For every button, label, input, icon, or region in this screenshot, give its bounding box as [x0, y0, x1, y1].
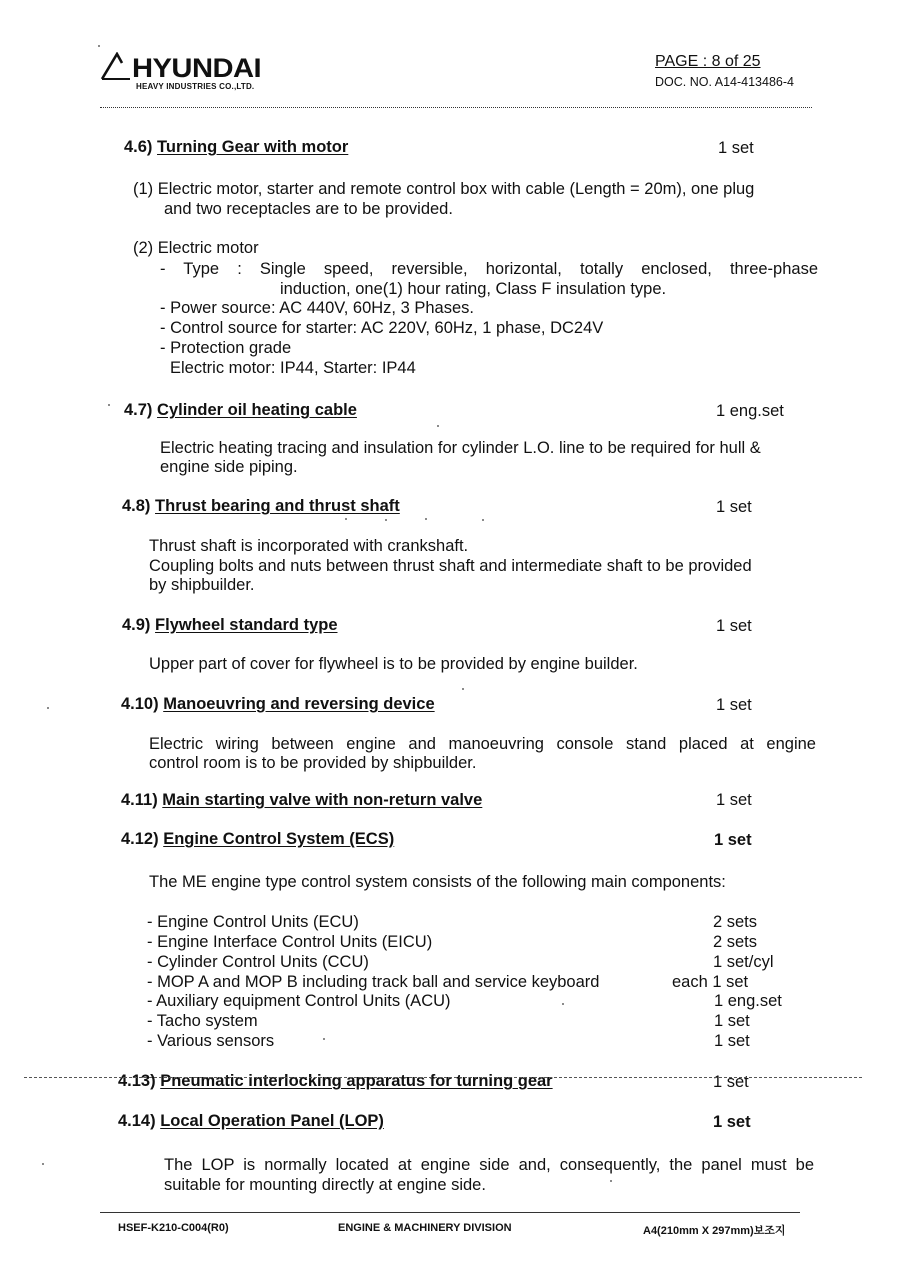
section-heading-4-6	[124, 137, 348, 157]
list-item: - MOP A and MOP B including track ball and service keyboard	[147, 973, 600, 991]
scan-speck	[98, 45, 100, 47]
body-text: (2) Electric motor	[133, 239, 259, 257]
section-qty: 1 set	[716, 498, 752, 516]
body-text: Upper part of cover for flywheel is to be provided by engine builder.	[149, 655, 638, 673]
body-text: induction, one(1) hour rating, Class F insulation type.	[280, 280, 667, 298]
list-item: - Auxiliary equipment Control Units (ACU)	[147, 992, 451, 1010]
section-number: 4.7)	[124, 401, 153, 419]
body-text: and two receptacles are to be provided.	[164, 200, 453, 218]
footer-paper-size: A4(210mm X 297mm)보조지	[643, 1225, 786, 1237]
section-title: Pneumatic interlocking apparatus for turning gear	[160, 1072, 553, 1090]
scan-speck	[42, 1163, 44, 1165]
body-text: control room is to be provided by shipbuilder.	[149, 754, 477, 772]
scan-speck	[482, 519, 484, 521]
scan-speck	[437, 425, 439, 427]
scan-speck	[425, 518, 427, 520]
section-heading-4-13	[118, 1071, 553, 1091]
section-heading-4-9	[122, 615, 338, 635]
section-heading-4-8	[122, 496, 400, 516]
body-text: Electric motor: IP44, Starter: IP44	[170, 359, 416, 377]
body-text: Coupling bolts and nuts between thrust shaft and intermediate shaft to be provided	[149, 557, 752, 575]
section-heading-4-12	[121, 829, 394, 849]
section-title: Local Operation Panel (LOP)	[160, 1112, 384, 1130]
section-number: 4.14)	[118, 1112, 156, 1130]
section-qty: 1 eng.set	[716, 402, 784, 420]
section-qty: 1 set	[716, 617, 752, 635]
footer-form-code: HSEF-K210-C004(R0)	[118, 1222, 229, 1234]
section-number: 4.12)	[121, 830, 159, 848]
list-item-qty: 2 sets	[713, 933, 758, 951]
section-number: 4.13)	[118, 1072, 156, 1090]
body-text: suitable for mounting directly at engine side.	[164, 1176, 486, 1194]
scan-speck	[323, 1038, 325, 1040]
body-text: - Control source for starter: AC 220V, 60Hz, 1 phase, DC24V	[160, 319, 604, 337]
section-number: 4.11)	[121, 791, 158, 809]
section-qty: 1 set	[716, 791, 752, 809]
section-number: 4.10)	[121, 695, 159, 713]
list-item: - Various sensors	[147, 1032, 275, 1050]
list-item: - Tacho system	[147, 1012, 258, 1030]
page-number: PAGE : 8 of 25	[655, 53, 761, 70]
section-heading-4-14	[118, 1111, 384, 1131]
strike-dashed-line	[24, 1077, 862, 1078]
body-text: (1) Electric motor, starter and remote control box with cable (Length = 20m), one plug	[133, 180, 755, 198]
section-number: 4.9)	[122, 616, 151, 634]
list-item: - Engine Interface Control Units (EICU)	[147, 933, 433, 951]
section-title: Cylinder oil heating cable	[157, 401, 357, 419]
body-text: The LOP is normally located at engine side and, consequently, the panel must be	[164, 1156, 814, 1174]
list-item-qty: 1 eng.set	[714, 992, 782, 1010]
body-text: - Power source: AC 440V, 60Hz, 3 Phases.	[160, 299, 474, 317]
scan-speck	[462, 688, 464, 690]
body-text: Thrust shaft is incorporated with crankshaft.	[149, 537, 469, 555]
section-heading-4-11	[121, 790, 482, 810]
section-qty: 1 set	[713, 1113, 751, 1131]
list-item-qty: 1 set	[714, 1012, 750, 1030]
section-qty: 1 set	[718, 139, 754, 157]
section-number: 4.6)	[124, 138, 153, 156]
list-item-qty: 2 sets	[713, 913, 758, 931]
section-heading-4-10	[121, 694, 435, 714]
company-logo-name: HYUNDAI	[132, 53, 262, 83]
section-qty: 1 set	[714, 831, 752, 849]
list-item-qty: 1 set	[714, 1032, 750, 1050]
list-item: - Cylinder Control Units (CCU)	[147, 953, 369, 971]
header-divider	[100, 107, 812, 108]
scan-speck	[108, 404, 110, 406]
body-text: - Type : Single speed, reversible, horizontal, totally enclosed, three-phase	[160, 260, 818, 278]
body-text: Electric heating tracing and insulation for cylinder L.O. line to be required for hull &	[160, 439, 761, 457]
list-item-qty: each 1 set	[672, 973, 749, 991]
section-heading-4-7	[124, 400, 357, 420]
section-title: Engine Control System (ECS)	[163, 830, 395, 848]
list-item: - Engine Control Units (ECU)	[147, 913, 359, 931]
section-title: Main starting valve with non-return valve	[162, 791, 483, 809]
body-text: Electric wiring between engine and manoeuvring console stand placed at engine	[149, 735, 816, 753]
hyundai-logo-triangle-icon	[100, 52, 132, 80]
scan-speck	[610, 1180, 612, 1182]
scan-speck	[345, 518, 347, 520]
body-text: engine side piping.	[160, 458, 298, 476]
footer-divider	[100, 1212, 800, 1213]
section-number: 4.8)	[122, 497, 151, 515]
section-qty: 1 set	[713, 1073, 749, 1091]
scan-speck	[47, 707, 49, 709]
section-qty: 1 set	[716, 696, 752, 714]
footer-division: ENGINE & MACHINERY DIVISION	[338, 1222, 512, 1234]
section-title: Thrust bearing and thrust shaft	[155, 497, 400, 515]
body-text: by shipbuilder.	[149, 576, 255, 594]
body-text: The ME engine type control system consists of the following main components:	[149, 873, 726, 891]
scan-speck	[385, 519, 387, 521]
section-title: Flywheel standard type	[155, 616, 338, 634]
company-logo-subtitle: HEAVY INDUSTRIES CO.,LTD.	[136, 82, 255, 91]
section-title: Turning Gear with motor	[157, 138, 349, 156]
section-title: Manoeuvring and reversing device	[163, 695, 435, 713]
list-item-qty: 1 set/cyl	[713, 953, 774, 971]
scan-speck	[562, 1003, 564, 1005]
document-number: DOC. NO. A14-413486-4	[655, 75, 794, 89]
body-text: - Protection grade	[160, 339, 292, 357]
